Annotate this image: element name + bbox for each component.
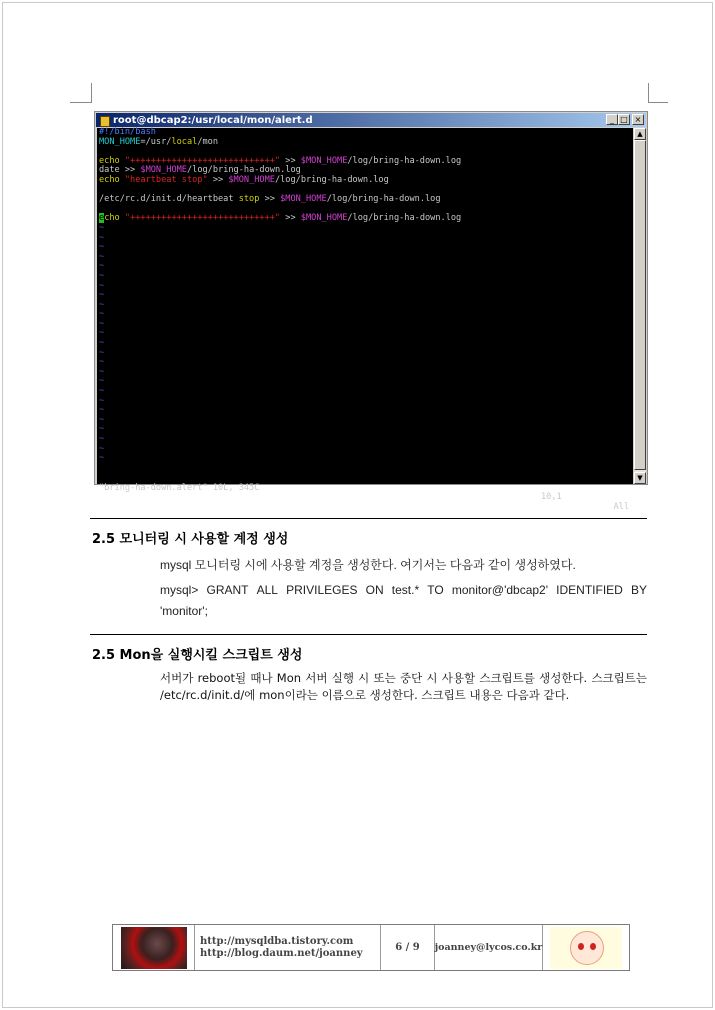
section-heading-account: 2.5 모니터링 시 사용할 계정 생성 (92, 532, 289, 547)
empty-line-tilde: ~ (99, 386, 105, 397)
footer-link-daum[interactable]: http://blog.daum.net/joanney (200, 947, 363, 959)
footer-link-tistory[interactable]: http://mysqldba.tistory.com (200, 935, 354, 947)
empty-line-tilde: ~ (99, 299, 105, 310)
footer-email[interactable]: joanney@lycos.co.kr (435, 925, 543, 970)
status-cursor-position: 10,1 (541, 492, 562, 503)
empty-line-tilde: ~ (99, 453, 105, 464)
section-divider (90, 518, 647, 519)
scroll-down-icon[interactable]: ▼ (634, 472, 646, 484)
terminal-title: root@dbcap2:/usr/local/mon/alert.d (113, 114, 313, 126)
code-line-date: date >> $MON_HOME/log/bring-ha-down.log (99, 165, 301, 176)
empty-line-tilde: ~ (99, 424, 105, 435)
footer-links (195, 925, 381, 970)
empty-line-tilde: ~ (99, 251, 105, 262)
empty-line-tilde: ~ (99, 434, 105, 444)
status-file-info: "bring-ha-down.alert" 10L, 345C (99, 482, 260, 493)
grant-statement-line1 (160, 580, 647, 601)
empty-line-tilde: ~ (99, 366, 105, 377)
grant-word: mysql> (160, 583, 199, 597)
footer-image-left (113, 925, 195, 970)
empty-line-tilde: ~ (99, 414, 105, 425)
empty-line-tilde: ~ (99, 232, 105, 243)
scrollbar-thumb[interactable] (634, 140, 646, 470)
grant-word: TO (427, 583, 444, 597)
close-button[interactable]: × (632, 114, 644, 125)
grant-word: monitor@'dbcap2' (451, 583, 549, 597)
page-footer (112, 924, 630, 971)
minimize-button[interactable]: _ (606, 114, 618, 125)
empty-line-tilde: ~ (99, 309, 105, 320)
code-line-heartbeat-stop: /etc/rc.d/init.d/heartbeat stop >> $MON_HOME/log/bring-ha-down.log (99, 194, 441, 205)
footer-page-number: 6 / 9 (381, 925, 435, 970)
empty-line-tilde: ~ (99, 376, 105, 387)
footer-image-right (543, 925, 629, 970)
empty-line-tilde: ~ (99, 338, 105, 349)
window-controls (606, 114, 644, 125)
grant-word: IDENTIFIED (556, 583, 623, 597)
terminal-window (94, 111, 648, 512)
grant-word: test.* (391, 583, 420, 597)
grant-word: BY (630, 583, 647, 597)
empty-line-tilde: ~ (99, 405, 105, 416)
crop-mark-top-right (648, 83, 668, 103)
empty-line-tilde: ~ (99, 318, 105, 329)
empty-line-tilde: ~ (99, 347, 105, 358)
grant-word: PRIVILEGES (286, 583, 358, 597)
empty-line-tilde: ~ (99, 443, 105, 454)
text-cursor: e (99, 213, 105, 224)
grant-word: GRANT (206, 583, 249, 597)
empty-line-tilde: ~ (99, 395, 105, 406)
code-line-echo1: echo "++++++++++++++++++++++++++++" >> $MON_HOME/log/bring-ha-down.log (99, 155, 462, 166)
section-heading-mon-script: 2.5 Mon을 실행시킬 스크립트 생성 (92, 648, 303, 663)
empty-line-tilde: ~ (99, 280, 105, 291)
grant-word: ALL (256, 583, 278, 597)
code-line-shebang: #!/bin/bash (99, 127, 156, 137)
terminal-titlebar[interactable] (96, 113, 646, 127)
paragraph-grant-statement (160, 580, 647, 622)
terminal-screen[interactable] (97, 127, 633, 512)
putty-icon (99, 115, 110, 126)
terminal-scrollbar[interactable] (634, 128, 646, 484)
empty-line-tilde: ~ (99, 242, 105, 253)
scroll-up-icon[interactable]: ▲ (634, 128, 646, 140)
grant-statement-line2: 'monitor'; (160, 604, 208, 618)
avatar-dark (121, 927, 187, 969)
status-scroll: All (613, 501, 629, 512)
section-divider (90, 634, 647, 635)
code-line-echo3: echo "++++++++++++++++++++++++++++" >> $MON_HOME/log/bring-ha-down.log (99, 213, 462, 224)
code-line-monhome: MON_HOME=/usr/local/mon (99, 136, 219, 147)
code-line-echo2: echo "heartbeat stop" >> $MON_HOME/log/bring-ha-down.log (99, 174, 389, 185)
empty-line-tilde: ~ (99, 328, 105, 339)
empty-line-tilde: ~ (99, 290, 105, 301)
empty-line-markers (99, 224, 633, 464)
empty-line-tilde: ~ (99, 261, 105, 272)
empty-line-tilde: ~ (99, 222, 105, 233)
avatar-cartoon (550, 927, 622, 969)
paragraph-mon-script: 서버가 reboot될 때나 Mon 서버 실행 시 또는 중단 시 사용할 스크립트를 생성한다. 스크립트는 /etc/rc.d/init.d/에 mon이라는 이름으로 생성한다. 스크립트 내용은 다음과 같다. (160, 671, 647, 702)
empty-line-tilde: ~ (99, 270, 105, 281)
empty-line-tilde: ~ (99, 357, 105, 368)
maximize-button[interactable]: □ (618, 114, 630, 125)
crop-mark-top-left (70, 83, 92, 103)
grant-word: ON (365, 583, 384, 597)
vim-status-line (99, 474, 631, 512)
paragraph-account-intro: mysql 모니터링 시에 사용할 계정을 생성한다. 여기서는 다음과 같이 생성하였다. (160, 558, 576, 572)
